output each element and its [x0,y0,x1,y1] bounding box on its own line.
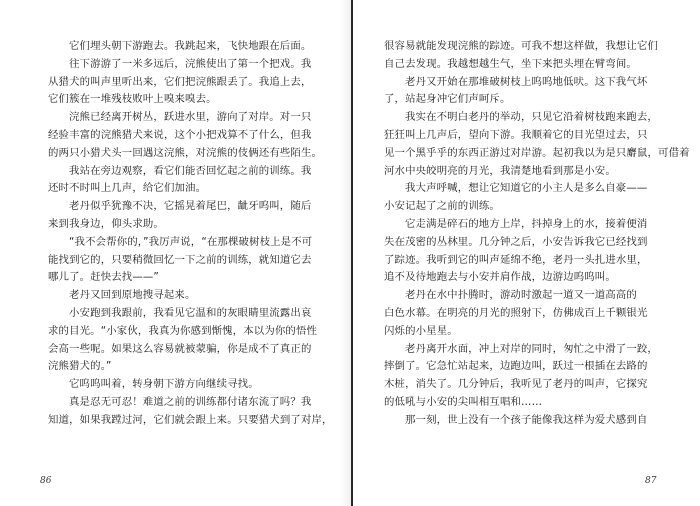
text-line: 木桩，消失了。几分钟后，我听见了老丹的叫声，它探究 [384,378,648,391]
text-line: 它呜呜叫着，转身朝下游方向继续寻找。 [69,378,259,391]
text-line: 老丹离开水面，冲上对岸的同时，匆忙之中滑了一跤， [405,342,658,355]
text-line: 我大声呼喊，想让它知道它的小主人是多么自豪—— [405,182,648,195]
text-line: 很容易就能发现浣熊的踪迹。可我不想这样做，我想让它们 [384,40,659,52]
text-line: 我站在旁边观察，看它们能否回忆起之前的训练。我 [69,164,312,177]
text-line: 见一个黑乎乎的东西正游过对岸游。起初我以为是只麝鼠，可借着 [384,146,690,159]
right-page-text [384,38,690,430]
text-line: 狂狂叫上几声后，望向下游。我顺着它的目光望过去，只 [384,128,648,141]
text-line: 来到我身边，仰头求助。 [48,217,164,230]
text-line: 小安记起了之前的训练。 [384,200,500,213]
right-page-number: 87 [645,476,657,486]
gutter-shadow [340,0,351,506]
left-page-text [48,38,333,430]
text-line: 了，站起身冲它们声呵斥。 [384,93,511,106]
text-line: 它们埋头朝下游跑去。我跳起来，飞快地跟在后面。 [69,40,312,52]
text-line: 小安跑到我跟前，我看见它温和的灰眼睛里流露出哀 [69,306,312,319]
left-page-number: 86 [40,476,52,486]
text-line: 白色水幕。在明亮的月光的照射下，仿佛成百上千颗银光 [384,306,648,319]
text-line: 我实在不明白老丹的举动，只见它沿着树枝跑来跑去， [405,111,658,124]
text-line: 还时不时叫上几声，给它们加油。 [48,182,207,195]
text-line: 闪烁的小星星。 [384,324,458,337]
text-line: 浣熊猎犬的。” [48,360,112,373]
text-line: 老丹在水中扑腾时，游动时激起一道又一道高高的 [405,289,637,302]
text-line: 知道，如果我蹚过河，它们就会跟上来。只要猎犬到了对岸， [48,413,333,426]
text-line: 哪儿了。赶快去找——” [48,271,159,284]
text-line: 真是忍无可忍！难道之前的训练都付诸东流了吗？我 [69,395,312,408]
text-line: 的低吼与小安的尖叫相互唱和…… [384,395,543,408]
text-line: 河水中央皎明亮的月光，我清楚地看到那是小安。 [384,164,616,177]
text-line: 自己去发现。我越想越生气，坐下来把头埋在臂弯间。 [384,57,637,70]
text-line: 摔倒了。它急忙站起来，边跑边叫，跃过一根插在去路的 [384,360,648,373]
text-line: 求的目光。“小家伙，我真为你感到惭愧，本以为你的悟性 [48,324,318,337]
text-line: 失在茂密的丛林里。几分钟之后，小安告诉我它已经找到 [384,235,648,248]
text-line: 老丹又回到原地搜寻起来。 [69,289,196,302]
book-gutter [351,0,353,506]
text-line: 老丹似乎犹豫不决，它摇晃着尾巴，龇牙呜叫，随后 [69,200,312,213]
text-line: 它们簇在一堆残枝败叶上嗅来嗅去。 [48,93,217,106]
text-line: 能找到它的，只要稍微回忆一下之前的训练，就知道它去 [48,253,312,266]
text-line: 经验丰富的浣熊猎犬来说，这个小把戏算不了什么，但我 [48,128,312,141]
text-line: 浣熊已经离开树丛，跃进水里，游向了对岸。对一只 [69,111,312,124]
text-line: 的两只小猎犬头一回遇这浣熊，对浣熊的伎俩还有些陌生。 [48,146,323,159]
text-line: 追不及待地跑去与小安并肩作战，边游边呜呜叫。 [384,271,616,284]
text-line: 了踪迹。我听到它的叫声延绵不绝，老丹一头扎进水里， [384,253,648,266]
text-line: 会高一些呢。如果这么容易就被蒙骗，你是成不了真正的 [48,342,312,355]
text-line: “我不会帮你的，”我厉声说，“在那棵破树枝上是不可 [69,235,313,248]
text-line: 往下游游了一米多远后，浣熊使出了第一个把戏。我 [69,57,312,70]
text-line: 那一刻，世上没有一个孩子能像我这样为爱犬感到自 [405,413,648,426]
text-line: 它走满是碎石的地方上岸，抖掉身上的水，接着便消 [405,217,648,230]
text-line: 从猎犬的叫声里听出来，它们把浣熊跟丢了。我追上去， [48,75,312,88]
text-line: 老丹又开始在那堆破树枝上呜呜地低吠。这下我气坏 [405,75,648,88]
